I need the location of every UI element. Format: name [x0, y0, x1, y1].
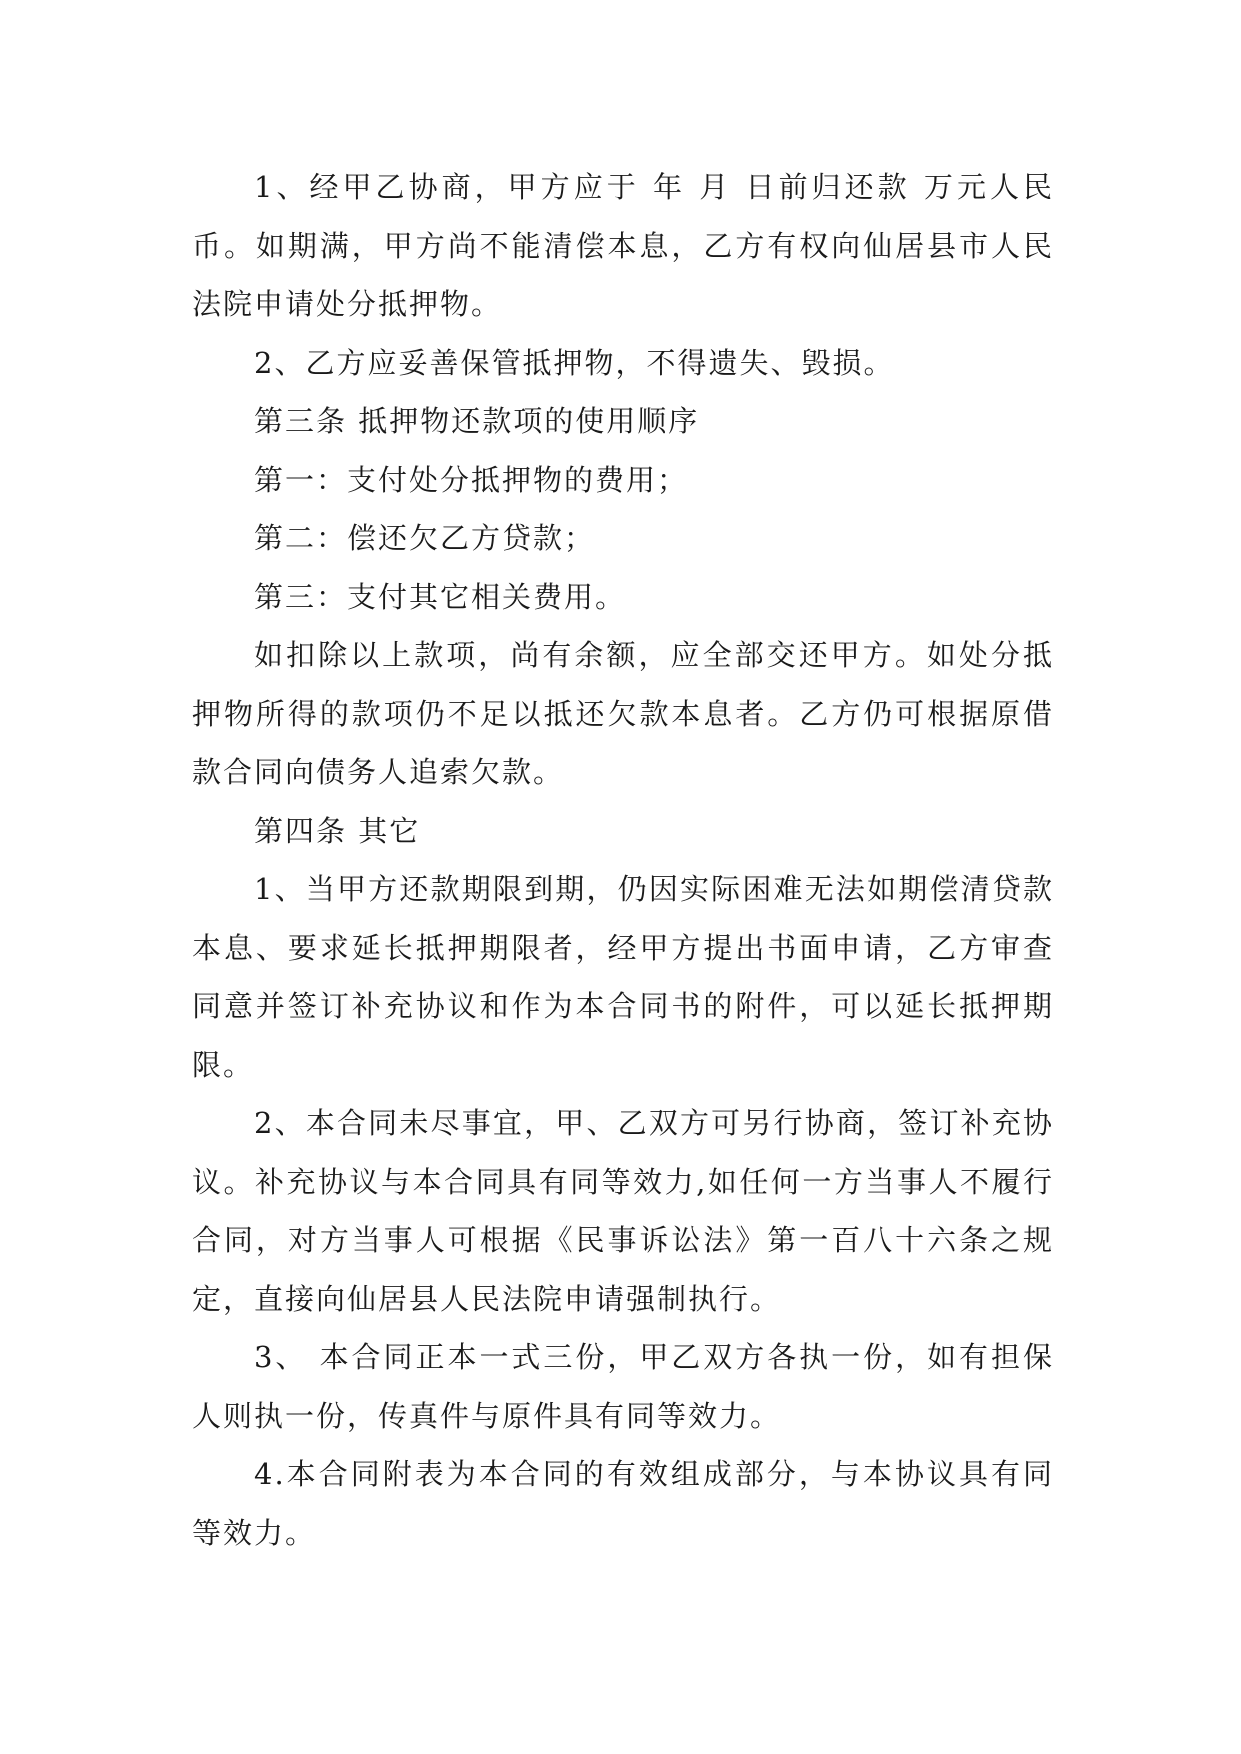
document-body	[192, 158, 1054, 1562]
order-item-1: 第一：支付处分抵押物的费用；	[254, 462, 689, 497]
paragraph-repayment-term: 1、经甲乙协商，甲方应于 年 月 日前归还款 万元人民币。如期满，甲方尚不能清偿本息，乙方有权向仙居县市人民法院申请处分抵押物。	[192, 170, 1054, 321]
paragraph-appendix: 4.本合同附表为本合同的有效组成部分，与本协议具有同等效力。	[192, 1457, 1054, 1550]
paragraph-supplementary: 2、本合同未尽事宜，甲、乙双方可另行协商，签订补充协议。补充协议与本合同具有同等效力,如任何一方当事人不履行合同，对方当事人可根据《民事诉讼法》第一百八十六条之规定，直接向仙居县人民法院申请强制执行。	[192, 1106, 1054, 1316]
paragraph-remaining-balance: 如扣除以上款项，尚有余额，应全部交还甲方。如处分抵押物所得的款项仍不足以抵还欠款本息者。乙方仍可根据原借款合同向债务人追索欠款。	[192, 638, 1054, 789]
paragraph-safekeeping: 2、乙方应妥善保管抵押物，不得遗失、毁损。	[254, 345, 895, 380]
article-3-heading: 第三条 抵押物还款项的使用顺序	[254, 404, 700, 438]
paragraph-copies: 3、 本合同正本一式三份，甲乙双方各执一份，如有担保人则执一份，传真件与原件具有同等效力。	[192, 1340, 1054, 1433]
order-item-2: 第二：偿还欠乙方贷款；	[254, 521, 596, 555]
order-item-3: 第三：支付其它相关费用。	[254, 579, 627, 614]
paragraph-extension: 1、当甲方还款期限到期，仍因实际困难无法如期偿清贷款本息、要求延长抵押期限者，经甲方提出书面申请，乙方审查同意并签订补充协议和作为本合同书的附件，可以延长抵押期限。	[192, 872, 1054, 1082]
article-4-heading: 第四条 其它	[254, 813, 421, 848]
